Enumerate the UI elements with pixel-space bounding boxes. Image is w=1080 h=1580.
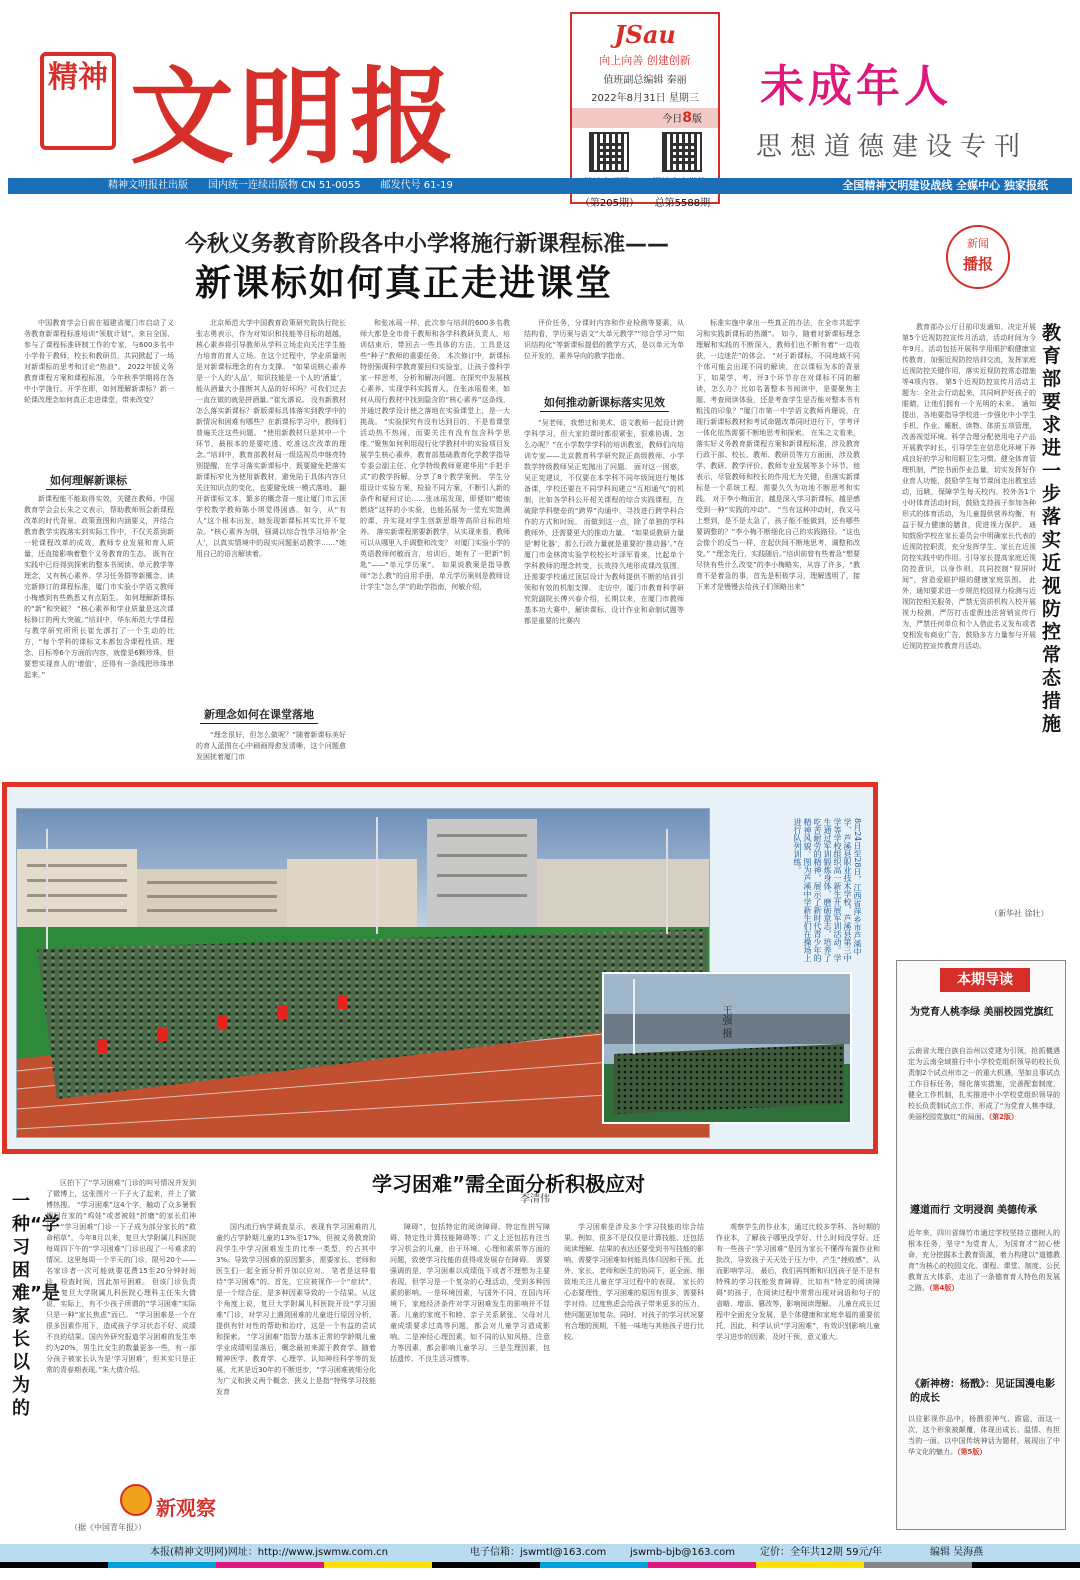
qr-code-icon[interactable]	[662, 132, 702, 172]
subhead-understand: 如何理解新课标	[46, 472, 131, 490]
paper-motto: 向上向善 创建创新	[599, 54, 691, 67]
night-training-image	[604, 974, 852, 1124]
side-story-title: 教育部要求进一步落实近视防控常态措施	[1042, 322, 1062, 735]
today-pages: 今日8版	[572, 108, 718, 128]
guide-title: 本期导读	[940, 968, 1030, 992]
lead-column-2b: “理念很好，但怎么做呢？”随着新课标美好的育人蓝图在心中刷画得愈发清晰，这个问题愈发困扰着厦门市	[196, 731, 346, 761]
lead-column-5: 标准实施中拿出一些真正的办法，在全市共起学习和实践新课标的热潮”。 如今，随着对新课标理念理解和实践的不断深入，教师们也不断有着“一边收获，一边迷茫”的体会。 “对于新课标，不同地域不同个体可能会出现不同的解读，在以课标为本的背景下，如果学、考、评3个环节存在对课标不同的解读，怎么办？比如名著整本书阅读中，是要聚焦主题、考查阅读体验，还是考查学生是否能对整本书有粗浅的印象？”厦门市第一中学语文教师肖珊说，在现行新课标教材和考试命题改革同时进行下，学考评一体化依然需要不断地思考和探索。 在朱之文看来，落实好义务教育新课程方案和新课程标准，涉及教育行政干部、校长、教师、教研员等方方面面，涉及教学、教研、教学评价、教师专业发展等多个环节。他表示，尽管教师和校长的作用尤为关键，但落实新课标是一个系统工程，需要久久为功地不断思考和实践。 对于李小梅而言，越是深入学习新课标，越是感受到一种“实践的冲动”。 “当有这种冲动时，我又马上想到，是不是太急了，孩子能不能做到，还有哪些要调整的？”李小梅不断细化自己的实践路径。“这也会像个的反刍一样，在起伏间不断地思考，调整和改变。” “理念先行，实践随后。”培训前曾有些着急“想要尽快有些什么改变”的李小梅略实，从容了许多，“教育不是着急的事，首先是积极学习，理解透明了，接下来才是慢慢去给孩子们领略出来”	[696, 319, 860, 591]
lower-column-c: 学习困难是涉及多个学习技能的综合结果。例如，很多不是仅仅是计算技能、还包括阅读理解、结果的表达还要受到书写技能的影响、需要学习困难如何能具体归因和干预。此外，家长、老师和医生的协同下，更全面、细致地关注儿童在学习过程中的表现。 家长的心态要理性，学习困难的原因有很多，需要科学对待。过度焦虑会给孩子带来更多的压力，使问题更加复杂。同时，对孩子的学习状况要有合理的预期，不能一味地与其他孩子进行比较。	[564, 1223, 704, 1341]
lead-headline: 新课标如何真正走进课堂	[195, 263, 614, 304]
publisher-info: 精神文明报社出版 国内统一连续出版物 CN 51-0055 邮发代号 61-19	[108, 180, 453, 191]
new-view-label: 新观察	[156, 1496, 216, 1520]
footer-price: 定价：全年共12期 59元/年	[760, 1547, 882, 1558]
editor-line: 值班副总编辑 秦丽	[603, 75, 687, 86]
photo-caption: 8月24日至28日，江西省萍乡市芦溪中学、芦溪县职业技术学校、芦溪县第三中学等学校组织高一新生开展军训活动。学生通过军训锻炼身体、磨砺意志，培养了吃苦耐劳的精神，展示了新时代青少年的精神风貌。图为芦溪中学新生们在操场上进行队列训练。	[793, 818, 862, 962]
masthead-info-bar	[8, 178, 1072, 194]
edition-info-box	[570, 12, 720, 209]
lead-column-2: 北京师范大学中国教育政策研究院执行院长张志勇表示，作为对知识和技能等目标的超越，核心素养将引导教师从学科立场走向关注学生能力培育的育人立场。在这个过程中，学业质量则是对新课标理念的有力支撑。 “如果说核心素养是一个人的‘人品’，知识技能是一个人的‘酒量’，能从酒量大小推断其人品的好坏吗？可我们过去一直在做的就是拼酒量。”崔允漷说。 没有新教材怎么落实新课标？新版课标具体落实到教学中的新情况和困难有哪些？在新课标学习中，教师们普遍关注这些问题。 “使用新教材只是其中一个环节，最根本的是要吃透、吃准这次改革的理念。”培训中，教育部教材局一级巡视员申继亮特别提醒，在学习落实新课标中，既要避免把落实新课标窄化为使用新教材，避免陷于具体内容只关注知识点的变化，也要避免统一模式落地。 翻开新课标文本，繁多的概念背一度让厦门市云顶学校数学教师陈小琪觉得困惑。如今，从“有人”这个根本出发，她发现新课标其实比并不复杂。“核心素养为纲，强调以综合性学习培养‘全人’，以真实情境中的现实问题驱动教学……”她用自己的语言解读着。	[196, 319, 346, 558]
side-story-credit: （新华社 徐壮）	[990, 909, 1049, 918]
special-edition-subtitle: 思想道德建设专刊	[756, 132, 1029, 162]
footer-editor: 编辑 吴海燕	[930, 1547, 984, 1558]
side-story-body: 教育部办公厅日前印发通知，决定开展第5个近视防控宣传月活动，活动时间为今年9月。活动包括开展科学用眼护眼健康宣传教育，加强近视防控培训交流，发挥家庭近视防控关键作用，落实近视防控常态措施等4项内容。 第5个近视防控宣传月活动主题为：全社会行动起来，共同呵护好孩子的眼睛，让他们拥有一个光明的未来。 通知提出，各地要指导学校进一步强化中小学生手机、作业、睡眠、读物、体质五项管理，改善视觉环境。科学合理分配使用电子产品开展教学时长，引导学生在信息化环境下养成良好的学习和用眼卫生习惯。健全体育管理机制，严控书面作业总量，切实发挥好作业育人功能，鼓励学生每节课间走出教室活动，远眺，保障学生每天校内、校外各1个小时体育活动时间，鼓励支持孩子参加各种形式的体育活动，为儿童提供营养均衡，有益于视力健康的膳食，促进视力保护。 通知鼓励学校在家长委员会中明确家长代表的近视防控职责，充分发挥学生、家长在近视防控实践中的作用。引导家长提高家庭近视防控意识，以身作则，共同控制“视屏时间”，营造爱眼护眼的健康家庭氛围。 此外，通知要求进一步规范校园视力检测与近视防控相关服务，严禁无资质机构入校开展视力检测，严厉打击虚假违法营销宣传行为，严禁任何单位和个人借此名义发布或者变相发布商业广告，鼓励多方力量参与开展近视防控宣传教育月活动。	[902, 323, 1036, 650]
lead-column-4b: “吴老师，我想过和美术、语文教师一起设计跨学科学习，但大家的课时都很紧张，很难协调。怎么办呢？”在小学数学学科的培训教室，教师们向培训专家——北京教育科学研究院正高级教师、小学数学特级教师吴正宪抛出了问题。 面对这一困惑，吴正宪建议，不仅要在本学科不同年级间进行集体备课，学校还要在不同学科间建立“互相通气”的机制，比如各学科公开相关课程的综合实践课程，在破除学科壁垒的“跨界”沟通中，寻找进行跨学科合作的方式和时间。 而做到这一点，除了单独的学科教师外，还需要更大的推动力量。 “如果说教研力量是‘孵化器’，那么行政力量就是重要的‘推动器’。”在厦门市金林湾实验学校校长叶泽军看来，比起单个学科教师的理念转变，长效持久地形成课改氛围，还需要学校通过顶层设计为教师提供不断的培训引领和有效的机制支撑。 走访中，厦门市教育科学研究院副院长傅兴春介绍，长期以来，在厦门市教师基本功大赛中，解读课标、设计作业和命制试题等都是重要的比赛内	[524, 419, 684, 625]
lead-kicker: 今秋义务教育阶段各中小学将施行新课程标准——	[185, 232, 670, 257]
footer-email[interactable]: 电子信箱：jswmtl@163.com	[470, 1547, 607, 1558]
photo-credit: 王强 摄	[720, 1005, 731, 1039]
footer-email-2[interactable]: jswmb-bjb@163.com	[630, 1547, 735, 1558]
subhead-classroom: 新理念如何在课堂落地	[200, 706, 318, 724]
lower-left-column: 区拍下了“学习困难”门诊的叫号情况并发到了微博上，这张图片一下子火了起来，并上了微博热搜。 “学习困难”这4个字，触动了众多暑假期间在家的“鸡娃”或者被娃“折磨”的家长们神经。“学习困难”门诊一下子成为部分家长的“救命稻草”。今年8月以来，复旦大学附属儿科医院每周四下午的“学习困难”门诊出现了一号难求的情况。这里每周一个半天的门诊，限号20个——名家诊者一次可能就要花费15至20分钟时间诊、检查时间，因此加号困难。 但该门诊负责人、复旦大学附属儿科医院心理科主任朱大倩说，实际上，有不少孩子所谓的“学习困难”实际只是一种“家长焦虑”而已。 “学习困难是一个在很多因素作用下，造成孩子学习状态不好、成绩不良的结果。国内外研究报道学习困难的发生率约为20%，男生比女生的数量更多一些，有一部分孩子被家长认为是‘学习困难’，但其实只是正常的青春期表现。”朱大倩介绍。	[46, 1179, 196, 1374]
paper-logo: JSau	[614, 20, 676, 49]
lower-column-b: 障碍”，包括特定的阅读障碍、特定性拼写障碍、特定性计算技能障碍等；广义上还包括有注当学习机会的儿童，由于环境、心理和素质等方面的问题，致使学习技能的获得或发展存在障碍。 需要强调的是，学习困难以成绩低下或者不理想为主要表现，但学习是一个复杂的心理活动，受到多种因素的影响。一是环境因素，与国外不同，在国内环境下，家庭经济条件对学习困难发生的影响并不显著。儿童的家庭不和睦、亲子关系紧张、父母对儿童成绩要求过高等问题，都会对儿童学习造成影响。二是神经心理因素，如不同的认知风格、注意力等因素，都会影响儿童学习。三是生理因素，包括遗传、不良生活习惯等。	[390, 1223, 550, 1363]
special-edition-title: 未成年人	[760, 61, 952, 112]
guide-item-1-head[interactable]: 为党育人桃李绿 美丽校园党旗红	[910, 1007, 1054, 1018]
footer-bar	[0, 1544, 1080, 1562]
guide-item-3-head[interactable]: 《新神榜：杨戬》：见证国漫电影的成长	[910, 1379, 1055, 1404]
issue-number: （第205期）	[579, 198, 639, 209]
print-color-strip	[0, 1562, 1080, 1568]
paper-name: 文明报	[130, 55, 461, 178]
paper-seal: 精神	[40, 52, 116, 150]
lead-column-1: 中国教育学会日前在福建省厦门市启动了义务教育新课程标准培训“领航计划”，来自全国、参与了课程标准研制工作的专家，与600多名中小学骨干教师，校长和教研员，共同掀起了一场对新课标的思考和讨论“热浪”。 2022年版义务教育课程方案和课程标准，今年秋季学期将在各中小学施行。开学在即，如何理解新课标？新一轮课改理念如何真正走进课堂，带来改变？	[24, 319, 174, 404]
lead-column-3: 和张冰瑶一样，此次参与培训的600多名教师大都是全市骨干教师和各学科教研负责人，培训结束后，带回去一些具体的方法，工具是这些“种子”教师的重要任务。 本次修订中，新课标特别强调科学教育要回归实验室，让孩子像科学家一样思考，分析和解决问题。在探究中发展核心素养，实现学科实践育人。在张冰瑶看来，如何从现行教材中找到隐含的“核心素养”这条线，并通过教学设计使之落地在实验课堂上，是一大挑战。 “实验探究有没有达到目的，不是看课堂活动热不热闹，而要关注有没有包含科学思维。”聚焦如何利用现行化学教材中的实验项目发展学生核心素养，教育部基础教育化学教学指导专委会副主任、化学特级教师夏建华用“手把手式”的教学拆解，分享了8个教学案例。 学生分组设计实验方案，检验不同方案，不断引入新的条件和疑问讨论……张冰瑶发现，即便如“蜡烛燃烧”这样的小实验，也能拓展为一堂充实饱满的课，并实现对学生创新思维等高阶目标的培养。 落实新课程需要新教学，从实现来看，教师可以从哪里入手调整和改变？ 对厦门实验小学的英语教师何敏而言，培训后，她有了一把新“钥匙”——“单元学历案”。 如果说教案是指导教师“怎么教”的自用手册，单元学历案则是教师设计学生“怎么学”的助学指南，何敏介绍，	[360, 319, 510, 591]
total-issue-number: 总第5588期	[654, 198, 711, 209]
news-broadcast-badge: 新闻 播报	[946, 225, 1010, 289]
lead-column-1b: 新课程能不能取得实效，关键在教师。中国教育学会会长朱之文表示，帮助教师领会新课程改革的时代背景、政策意图和内涵要义，并结合教育教学实践落实到实际工作中，不仅关系到新一轮课程改革的成效，教师专业发展和育人质量，还直接影响着整个义务教育的生态。 既有在实践中已经得到探索的整本书阅读、单元教学等理念，又有核心素养、学习任务群等新概念，读完新修订的课程标准，厦门市实验小学语文教师小梅感到有些熟悉又有点陌生。 如何理解新课标的“新”和突破？ “核心素养和学业质量是这次课标修订的两大突破。”培训中，华东师范大学课程与教学研究所所长崔允漷打了一个生动的比方，“每个学科的课标文本都包含课程性质、理念、目标等6个方面的内容，就像是6颗珍珠，但要想实现育人的‘增值’，还得有一条线把珍珠串起来。”	[24, 495, 174, 679]
lower-column-d: 观察学生的作业本，通过比较多学科、各时期的作业本，了解孩子哪里没学好、什么时间没学好。还有一些孩子“学习困难”是因为家长不懂得布置作业和批改，导致孩子天天处于压力中，产生“挫败感”，从而影响学习。 最后，我们再判断和归因孩子是不是有特殊的学习技能发育障碍，比如有“特定的阅读障碍”的孩子，在阅读过程中常常出现对词语和句子的省略、增添、篡改等，影响阅读理解。 儿童在成长过程中全面充分发展，是个体健康和家庭幸福的重要依托，因此，科学认识“学习困难”，有效识别影响儿童学习进步的因素，及时干预，意义重大。	[716, 1223, 880, 1341]
masthead	[0, 0, 1080, 209]
night-training-photo	[602, 972, 852, 1124]
lower-vertical-title: 一种“学习困难”是家长以为的	[12, 1191, 60, 1419]
date-line: 2022年8月31日 星期三	[591, 93, 699, 104]
guide-item-3-body: 以往影视作品中，杨戬很神气、跋扈，而这一次，这个形象被颠覆，体现出成长、温情、有担当的一面。以中国传统神话为题材，展现出了中华文化的魅力。（第5版）	[908, 1415, 1060, 1456]
lower-author: 李清伟	[520, 1194, 550, 1205]
subhead-promote: 如何推动新课标落实见效	[540, 394, 669, 412]
lower-column-a: 国内流行病学调查显示，表现有学习困难的儿童约占学龄期儿童的13%至17%，但被义务教育阶段学生中学习困难发生的比率一类型，约占其中3%。导致学习困难的原因繁多，需要家长、老师和医生们一起全面分析并加以应对。 笔者是这样看待“学习困难”的。首先，它应被视作一个“症状”，是一个综合征，是多种因素导致的一个结果。从这个角度上说，复旦大学附属儿科医院开设“学习困难”门诊，对学习上遇到困难的儿童进行原因分析，提供有针对性的帮助和治疗，这是一个有益的尝试和探索。 “学习困难”指智力基本正常的学龄期儿童学业成绩明显落后，概念最初来源于教育学。随着精神医学、教育学、心理学、认知神经科学等的发展，尤其是近30年的不断进步，“学习困难被细分化为广义和狭义两个概念，狭义上是指“特殊学习技能发育	[216, 1223, 376, 1396]
lead-column-4: 评价任务，分课时内容和作业检测等要素，从结构看，学历案与语文“大单元教学”“综合学习”“知识结构化”等新课标提倡的教学方式，是以单元为单位开发的，素养导向的教学指南。	[524, 319, 684, 360]
guide-item-1-body: 云南省大理白族自治州以党建为引领，抢抓機遇定为云南全域推行中小学校党组织领导的校长负责制2个试点州市之一的重大机遇，坚如且事试点工作目标任务，细化落实措施，完善配套制度，健全工作机制，扎实推进中小学校党组织领导的校长负责制试点工作，形成了“为党育人桃李绿，美丽校园党旗红”的局面。（第2版）	[908, 1047, 1060, 1121]
guide-item-2-body: 近年来，四川省绵竹市通过学校坚持立德树人的根本任务，坚守“为党育人，为国育才”初心使命，充分挖掘本土教育资源，着力构建以“道德教育”为核心的校园文化、课程、课堂、制度、公民教育五大体系，走出了一条德育育人特色的发展之路。（第4版）	[908, 1229, 1060, 1292]
lower-headline: 学习困难”需全面分析积极应对	[372, 1172, 646, 1196]
qr-code-icon[interactable]	[589, 132, 629, 172]
guide-item-2-head[interactable]: 遵道而行 文明浸润 美德传承	[910, 1205, 1037, 1216]
media-slogan: 全国精神文明建设战线 全媒中心 独家报纸	[842, 179, 1048, 192]
lower-left-credit: （据《中国青年报》）	[70, 1523, 146, 1532]
new-view-icon	[120, 1484, 152, 1516]
footer-website[interactable]: 本报(精神文明网)网址：http://www.jswmw.com.cn	[150, 1547, 388, 1558]
